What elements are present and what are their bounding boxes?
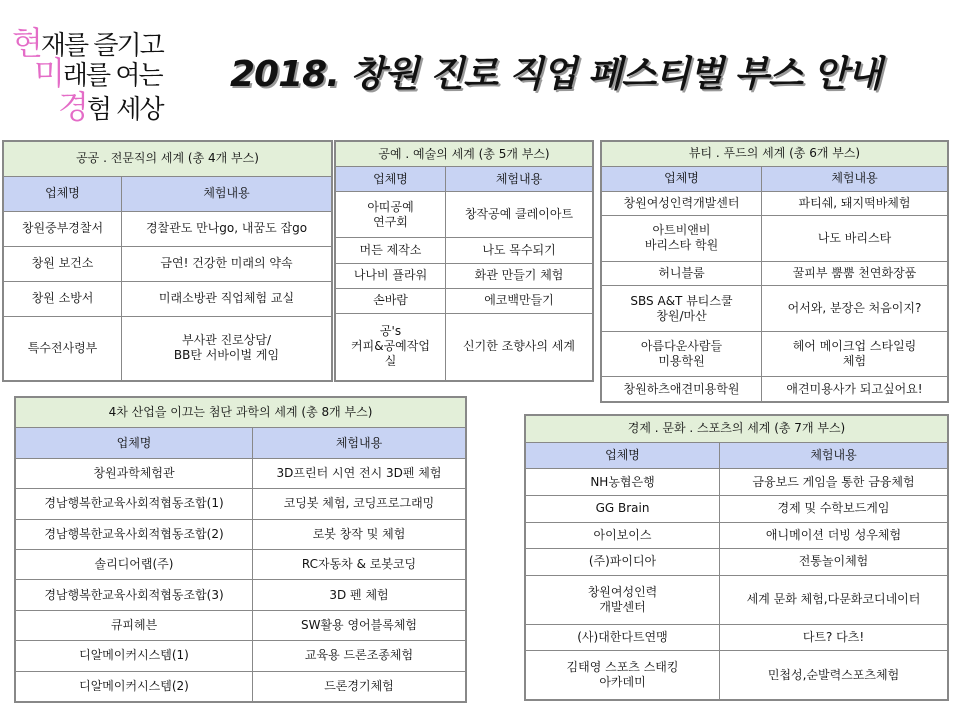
table-row (526, 624, 948, 651)
logo-line-1: 현재를 즐기고 (12, 24, 163, 62)
booth-table (15, 397, 466, 702)
table-row (4, 316, 332, 380)
activity-description: 나도 목수되기 (446, 238, 593, 263)
table-row (336, 313, 593, 380)
category-title: 공예 . 예술의 세계 (총 5개 부스) (336, 142, 593, 167)
header-row (602, 166, 948, 191)
activity-description: 창작공예 클레이아트 (446, 192, 593, 238)
table-row (16, 489, 466, 519)
company-name: 창원여성인력 개발센터 (526, 575, 720, 624)
table-row (16, 458, 466, 488)
activity-column-header: 체험내용 (122, 176, 332, 211)
activity-description: 교육용 드론조종체험 (253, 641, 466, 671)
activity-description: 파티쉐, 돼지떡바체험 (762, 191, 948, 216)
table-row (602, 377, 948, 402)
table-row (16, 519, 466, 549)
activity-column-header: 체험내용 (446, 167, 593, 192)
company-name: 아트비앤비 바리스타 학원 (602, 216, 762, 261)
booth-table (601, 141, 948, 402)
category-row (4, 142, 332, 177)
category-row (526, 416, 948, 443)
table-row (336, 288, 593, 313)
company-name: 창원중부경찰서 (4, 211, 122, 246)
table-row (336, 192, 593, 238)
company-column-header: 업체명 (526, 442, 720, 469)
company-name: 공's 커피&공예작업 실 (336, 313, 446, 380)
activity-description: 금연! 건강한 미래의 약속 (122, 246, 332, 281)
category-row (336, 142, 593, 167)
company-name: 김태영 스포츠 스태킹 아카데미 (526, 651, 720, 700)
company-name: 디알메이커시스템(2) (16, 671, 253, 701)
company-name: 손바람 (336, 288, 446, 313)
table-row (16, 671, 466, 701)
table-row (526, 495, 948, 522)
activity-description: 3D 펜 체험 (253, 580, 466, 610)
activity-description: SW활용 영어블록체험 (253, 610, 466, 640)
activity-description: 3D프린터 시연 전시 3D펜 체험 (253, 458, 466, 488)
company-name: 창원여성인력개발센터 (602, 191, 762, 216)
activity-column-header: 체험내용 (762, 166, 948, 191)
company-name: 아이보이스 (526, 522, 720, 549)
company-name: 큐피헤븐 (16, 610, 253, 640)
company-name: 창원과학체험관 (16, 458, 253, 488)
activity-description: 미래소방관 직업체험 교실 (122, 281, 332, 316)
booth-table-science (14, 396, 467, 703)
company-column-header: 업체명 (16, 428, 253, 458)
table-row (602, 331, 948, 376)
activity-description: 세계 문화 체험,다문화코디네이터 (720, 575, 948, 624)
activity-column-header: 체험내용 (720, 442, 948, 469)
activity-description: RC자동차 & 로봇코딩 (253, 549, 466, 579)
table-row (526, 651, 948, 700)
table-row (336, 263, 593, 288)
activity-description: 애견미용사가 되고싶어요! (762, 377, 948, 402)
header-row (16, 428, 466, 458)
activity-description: 어서와, 분장은 처음이지? (762, 286, 948, 331)
booth-table-crafts (334, 140, 594, 382)
company-name: 창원 보건소 (4, 246, 122, 281)
category-title: 4차 산업을 이끄는 첨단 과학의 세계 (총 8개 부스) (16, 398, 466, 428)
table-row (602, 261, 948, 286)
booth-table-public (2, 140, 333, 382)
company-name: SBS A&T 뷰티스쿨 창원/마산 (602, 286, 762, 331)
company-name: 특수전사령부 (4, 316, 122, 380)
table-row (526, 549, 948, 576)
company-name: 창원하츠애견미용학원 (602, 377, 762, 402)
booth-table (3, 141, 332, 381)
table-row (16, 580, 466, 610)
company-name: 경남행복한교육사회적협동조합(3) (16, 580, 253, 610)
table-row (4, 246, 332, 281)
table-row (526, 522, 948, 549)
booth-table (335, 141, 593, 381)
company-name: 나나비 플라워 (336, 263, 446, 288)
table-row (602, 216, 948, 261)
table-row (4, 281, 332, 316)
company-name: GG Brain (526, 495, 720, 522)
category-row (16, 398, 466, 428)
activity-description: 코딩봇 체험, 코딩프로그래밍 (253, 489, 466, 519)
activity-description: 경찰관도 만나go, 내꿈도 잡go (122, 211, 332, 246)
header-row (4, 176, 332, 211)
activity-description: 드론경기체험 (253, 671, 466, 701)
activity-description: 전통놀이체험 (720, 549, 948, 576)
company-column-header: 업체명 (4, 176, 122, 211)
booth-table (525, 415, 948, 700)
company-name: 솔리디어랩(주) (16, 549, 253, 579)
company-name: 머든 제작소 (336, 238, 446, 263)
table-row (602, 191, 948, 216)
activity-column-header: 체험내용 (253, 428, 466, 458)
activity-description: 민첩성,순발력스포츠체험 (720, 651, 948, 700)
category-title: 뷰티 . 푸드의 세계 (총 6개 부스) (602, 142, 948, 167)
category-title: 공공 . 전문직의 세계 (총 4개 부스) (4, 142, 332, 177)
activity-description: 에코백만들기 (446, 288, 593, 313)
company-column-header: 업체명 (336, 167, 446, 192)
festival-logo (12, 18, 212, 130)
company-name: 경남행복한교육사회적협동조합(1) (16, 489, 253, 519)
company-name: 아띠공예 연구회 (336, 192, 446, 238)
activity-description: 다트? 다츠! (720, 624, 948, 651)
company-name: 아름다운사람들 미용학원 (602, 331, 762, 376)
company-name: (사)대한다트연맹 (526, 624, 720, 651)
activity-description: 나도 바리스타 (762, 216, 948, 261)
activity-description: 경제 및 수학보드게임 (720, 495, 948, 522)
activity-description: 신기한 조향사의 세계 (446, 313, 593, 380)
company-name: 경남행복한교육사회적협동조합(2) (16, 519, 253, 549)
company-name: 허니블룸 (602, 261, 762, 286)
activity-description: 헤어 메이크업 스타일링 체험 (762, 331, 948, 376)
activity-description: 금융보드 게임을 통한 금융체험 (720, 469, 948, 496)
table-row (16, 549, 466, 579)
header-row (336, 167, 593, 192)
booth-table-economy (524, 414, 949, 701)
activity-description: 부사관 진로상담/ BB탄 서바이벌 게임 (122, 316, 332, 380)
table-row (526, 469, 948, 496)
activity-description: 꿀피부 뿜뿜 천연화장품 (762, 261, 948, 286)
category-title: 경제 . 문화 . 스포츠의 세계 (총 7개 부스) (526, 416, 948, 443)
page-title: 2018. 창원 진로 직업 페스티벌 부스 안내 (230, 54, 881, 95)
activity-description: 화관 만들기 체험 (446, 263, 593, 288)
table-row (602, 286, 948, 331)
table-row (16, 641, 466, 671)
header-row (526, 442, 948, 469)
company-column-header: 업체명 (602, 166, 762, 191)
company-name: (주)파이디아 (526, 549, 720, 576)
table-row (16, 610, 466, 640)
table-row (526, 575, 948, 624)
logo-line-3: 경험 세상 (58, 88, 163, 126)
table-row (4, 211, 332, 246)
table-row (336, 238, 593, 263)
activity-description: 로봇 창작 및 체험 (253, 519, 466, 549)
company-name: NH농협은행 (526, 469, 720, 496)
booth-table-beauty (600, 140, 949, 403)
company-name: 디알메이커시스템(1) (16, 641, 253, 671)
company-name: 창원 소방서 (4, 281, 122, 316)
category-row (602, 142, 948, 167)
activity-description: 애니메이션 더빙 성우체험 (720, 522, 948, 549)
logo-line-2: 미래를 여는 (34, 54, 162, 92)
